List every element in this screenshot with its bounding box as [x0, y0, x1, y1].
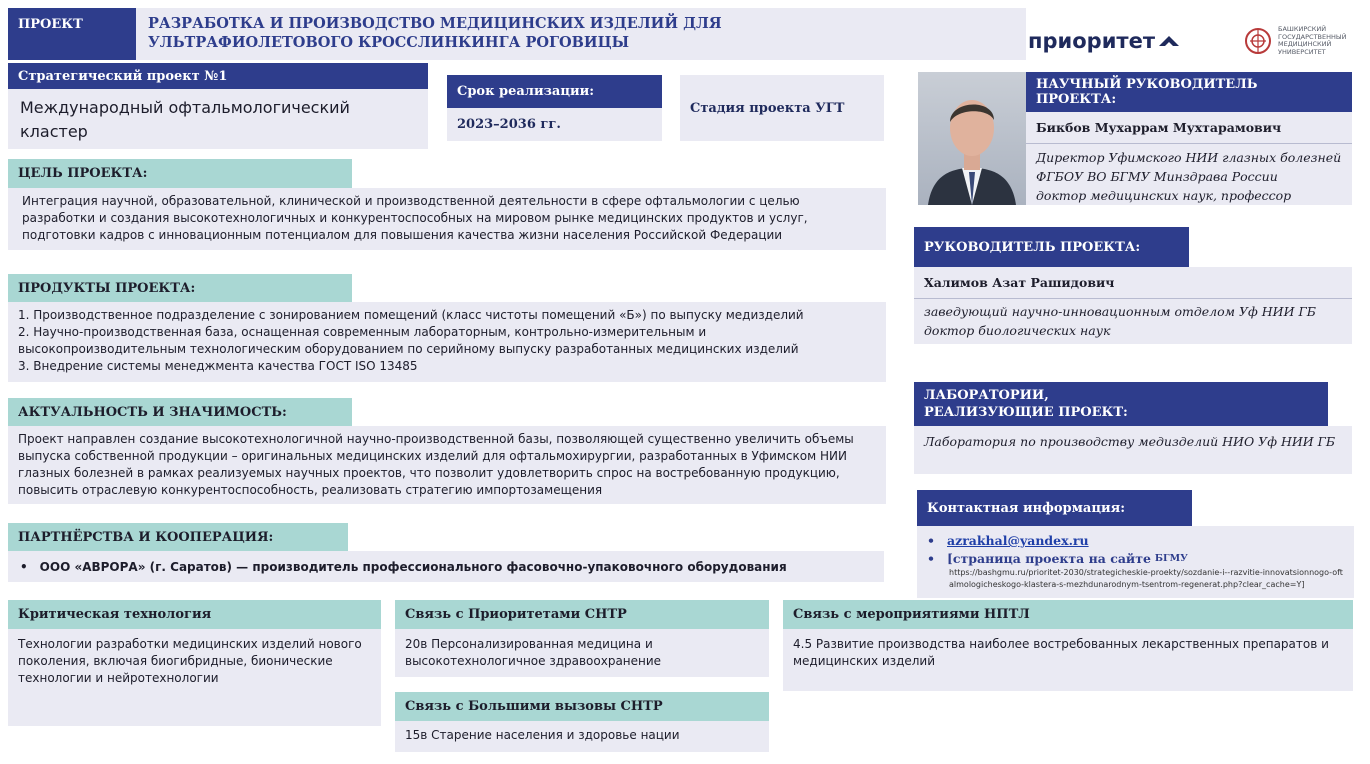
project-label: ПРОЕКТ — [8, 8, 136, 60]
sntr-challenges-text: 15в Старение населения и здоровье нации — [395, 721, 769, 752]
products-list — [8, 302, 886, 382]
partner-bullet: • — [20, 559, 28, 574]
labs-label — [914, 382, 1328, 426]
product-item-1: 1. Производственное подразделение с зонированием помещений (класс чистоты помещений «Б») по выпуску медизделий — [18, 308, 804, 322]
nptl-text: 4.5 Развитие производства наиболее востребованных лекарственных препаратов и медицинских изделий — [783, 629, 1353, 691]
product-item-3: 3. Внедрение системы менеджмента качества ГОСТ ISO 13485 — [18, 359, 418, 373]
project-lead-degree: доктор биологических наук — [924, 323, 1111, 338]
contacts-label: Контактная информация: — [917, 490, 1192, 526]
relevance-label: АКТУАЛЬНОСТЬ И ЗНАЧИМОСТЬ: — [8, 398, 352, 426]
strategic-project-value: Международный офтальмологический кластер — [8, 89, 428, 149]
stage-label: Стадия проекта УГТ — [680, 75, 884, 141]
contact-site-suffix: БГМУ — [1154, 553, 1188, 564]
project-lead-position: заведующий научно-инновационным отделом Уф НИИ ГБ — [924, 304, 1316, 319]
prioritet-arrow-icon — [1159, 33, 1179, 49]
contact-email-row — [927, 532, 1344, 550]
product-item-2: 2. Научно-производственная база, оснащенная современным лабораторным, контрольно-измерительным и высокопроизводительным технологическим оборудованием по серийному выпуску разработанных медицинских изделий — [18, 325, 799, 356]
contact-email-bullet: • — [927, 533, 935, 548]
university-name: БАШКИРСКИЙ ГОСУДАРСТВЕННЫЙ МЕДИЦИНСКИЙ УНИВЕРСИТЕТ — [1278, 25, 1347, 56]
sntr-challenges-label: Связь с Большими вызовы СНТР — [395, 692, 769, 721]
partners-label: ПАРТНЁРСТВА И КООПЕРАЦИЯ: — [8, 523, 348, 551]
term-label: Срок реализации: — [447, 75, 662, 108]
sntr-priorities-label: Связь с Приоритетами СНТР — [395, 600, 769, 629]
nptl-label: Связь с мероприятиями НПТЛ — [783, 600, 1353, 629]
contact-site-row — [927, 550, 1344, 567]
page-title: РАЗРАБОТКА И ПРОИЗВОДСТВО МЕДИЦИНСКИХ ИЗДЕЛИЙ ДЛЯ УЛЬТРАФИОЛЕТОВОГО КРОССЛИНКИНГА РОГОВИЦЫ — [148, 15, 722, 51]
relevance-text: Проект направлен создание высокотехнологичной научно-производственной базы, позволяющей существенно увеличить объемы выпуска собственной продукции – оригинальных медицинских изделий для офтальмохирургии, разработанных в Уфимском НИИ глазных болезней в рамках реализуемых научных проектов, что позволит удовлетворить спрос на востребованную продукцию, повысить отраслевую конкурентоспособность, реализовать стратегию импортозамещения — [8, 426, 886, 504]
university-emblem-icon — [1244, 26, 1272, 56]
labs-label-line1: ЛАБОРАТОРИИ, — [924, 388, 1049, 403]
contacts-box — [917, 526, 1354, 598]
goal-text: Интеграция научной, образовательной, клинической и производственной деятельности в сфере офтальмологии с целью разработки и создания высокотехнологичных и конкурентоспособных на мировом рынке медицинских продуктов и услуг, подготовки кадров с инновационным потенциалом для повышения качества жизни населения Российской Федерации — [8, 188, 886, 250]
university-logo — [1244, 24, 1356, 58]
labs-text: Лаборатория по производству медизделий НИО Уф НИИ ГБ — [914, 426, 1352, 474]
scientific-lead-name: Бикбов Мухаррам Мухтарамович — [1026, 112, 1352, 143]
goal-label: ЦЕЛЬ ПРОЕКТА: — [8, 159, 352, 188]
partner-item: ООО «АВРОРА» (г. Саратов) — производитель профессионального фасовочно-упаковочного оборудования — [39, 559, 787, 574]
term-value: 2023–2036 гг. — [447, 108, 662, 141]
contact-site-bullet: • — [927, 551, 935, 566]
labs-label-line2: РЕАЛИЗУЮЩИЕ ПРОЕКТ: — [924, 405, 1128, 420]
products-label: ПРОДУКТЫ ПРОЕКТА: — [8, 274, 352, 302]
scientific-lead-details — [1026, 144, 1352, 205]
strategic-project-label: Стратегический проект №1 — [8, 63, 428, 89]
scientific-lead-position: Директор Уфимского НИИ глазных болезней — [1036, 150, 1342, 165]
contact-project-url[interactable]: https://bashgmu.ru/prioritet-2030/strategicheskie-proekty/sozdanie-i--razvitie-innovatsionnogo-oftalmologicheskogo-klastera-s-mezhdunarodnym-tsentrom-regenerat.php?clear_cache=Y] — [949, 568, 1343, 589]
person-portrait-icon — [918, 72, 1026, 205]
partners-list — [8, 551, 884, 582]
prioritet-logo-text: приоритет — [1028, 29, 1156, 53]
critical-tech-text: Технологии разработки медицинских изделий нового поколения, включая биогибридные, бионические технологии и нейротехнологии — [8, 629, 381, 726]
project-lead-label: РУКОВОДИТЕЛЬ ПРОЕКТА: — [914, 227, 1189, 267]
sntr-priorities-text: 20в Персонализированная медицина и высокотехнологичное здравоохранение — [395, 629, 769, 677]
scientific-lead-label: НАУЧНЫЙ РУКОВОДИТЕЛЬ ПРОЕКТА: — [1026, 72, 1352, 112]
prioritet-logo — [1028, 26, 1179, 56]
project-lead-name: Халимов Азат Рашидович — [914, 267, 1352, 298]
project-lead-details — [914, 299, 1352, 344]
scientific-lead-degree: доктор медицинских наук, профессор — [1036, 188, 1292, 203]
contact-site-label: [страница проекта на сайте — [947, 551, 1151, 566]
contact-email-link[interactable]: azrakhal@yandex.ru — [947, 533, 1089, 548]
scientific-lead-photo — [918, 72, 1026, 205]
scientific-lead-org: ФГБОУ ВО БГМУ Минздрава России — [1036, 169, 1278, 184]
critical-tech-label: Критическая технология — [8, 600, 381, 629]
